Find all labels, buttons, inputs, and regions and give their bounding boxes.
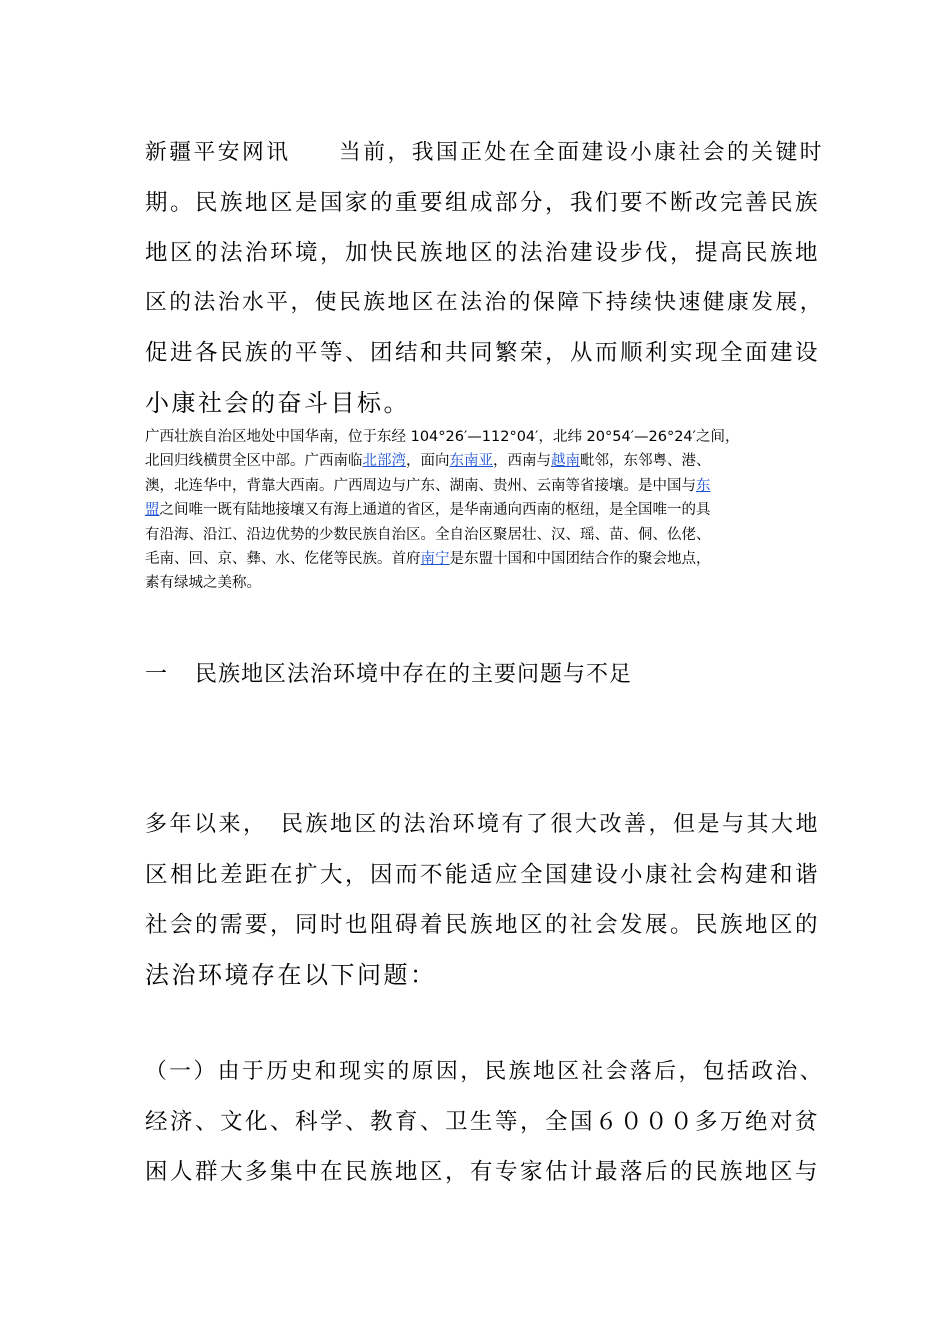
problems-line: 法治环境存在以下问题： bbox=[145, 961, 437, 989]
intro-line: 促进各民族的平等、团结和共同繁荣，从而顺利实现全面建设 bbox=[145, 340, 821, 366]
text-span: 毗邻，东邻粤、港、 bbox=[580, 453, 711, 470]
link-southeast-asia[interactable]: 东南亚 bbox=[449, 453, 493, 470]
intro-line: 地区的法治环境，加快民族地区的法治建设步伐，提高民族地 bbox=[145, 240, 821, 266]
problems-line: 多年以来， 民族地区的法治环境有了很大改善，但是与其大地 bbox=[145, 812, 821, 837]
intro-line: 小康社会的奋斗目标。 bbox=[145, 389, 410, 417]
text-span: 之间唯一既有陆地接壤又有海上通道的省区，是华南通向西南的枢纽，是全国唯一的具 bbox=[159, 502, 711, 519]
guangxi-line: 广西壮族自治区地处中国华南，位于东经 104°26′—112°04′，北纬 20°54′—26°24′之间， bbox=[145, 429, 740, 445]
guangxi-line: 有沿海、沿江、沿边优势的少数民族自治区。全自治区聚居壮、汉、瑶、苗、侗、仫佬、 bbox=[145, 526, 711, 543]
intro-line: 新疆平安网讯 当前，我国正处在全面建设小康社会的关键时 bbox=[145, 140, 824, 165]
guangxi-line bbox=[145, 474, 815, 498]
guangxi-line: 素有绿城之美称。 bbox=[145, 575, 261, 592]
point-one-line: （一）由于历史和现实的原因，民族地区社会落后，包括政治、 bbox=[145, 1059, 824, 1084]
problems-line: 区相比差距在扩大，因而不能适应全国建设小康社会构建和谐 bbox=[145, 862, 821, 888]
link-nanning[interactable]: 南宁 bbox=[420, 551, 450, 568]
guangxi-line bbox=[145, 498, 815, 522]
text-span: 是东盟十国和中国团结合作的聚会地点， bbox=[449, 551, 711, 568]
link-beibuwan[interactable]: 北部湾 bbox=[362, 453, 406, 470]
link-asean-part2[interactable]: 盟 bbox=[145, 502, 160, 519]
point-one-line: 困人群大多集中在民族地区，有专家估计最落后的民族地区与 bbox=[145, 1159, 821, 1185]
text-span: 北回归线横贯全区中部。广西南临 bbox=[145, 453, 363, 470]
intro-line: 期。民族地区是国家的重要组成部分，我们要不断改完善民族 bbox=[145, 190, 821, 216]
link-asean-part1[interactable]: 东 bbox=[696, 477, 711, 494]
link-vietnam[interactable]: 越南 bbox=[551, 453, 580, 470]
intro-paragraph bbox=[145, 128, 825, 428]
text-span: ，西南与 bbox=[493, 453, 551, 470]
intro-line: 区的法治水平，使民族地区在法治的保障下持续快速健康发展， bbox=[145, 290, 824, 315]
text-span: 澳，北连华中，背靠大西南。广西周边与广东、湖南、贵州、云南等省接壤。是中国与 bbox=[145, 477, 696, 494]
section-number: 一 bbox=[145, 662, 169, 687]
section-title: 民族地区法治环境中存在的主要问题与不足 bbox=[195, 662, 633, 687]
problems-paragraph bbox=[145, 800, 825, 1000]
text-span: ，面向 bbox=[406, 453, 450, 470]
text-span: 毛南、回、京、彝、水、仡佬等民族。首府 bbox=[145, 551, 421, 568]
point-one-line: 经济、文化、科学、教育、卫生等，全国６０００多万绝对贫 bbox=[145, 1109, 821, 1135]
point-one-paragraph bbox=[145, 1047, 825, 1197]
guangxi-paragraph bbox=[145, 425, 815, 596]
section-heading bbox=[145, 655, 632, 695]
guangxi-line bbox=[145, 449, 815, 473]
guangxi-line bbox=[145, 547, 815, 571]
problems-line: 社会的需要，同时也阻碍着民族地区的社会发展。民族地区的 bbox=[145, 912, 821, 938]
